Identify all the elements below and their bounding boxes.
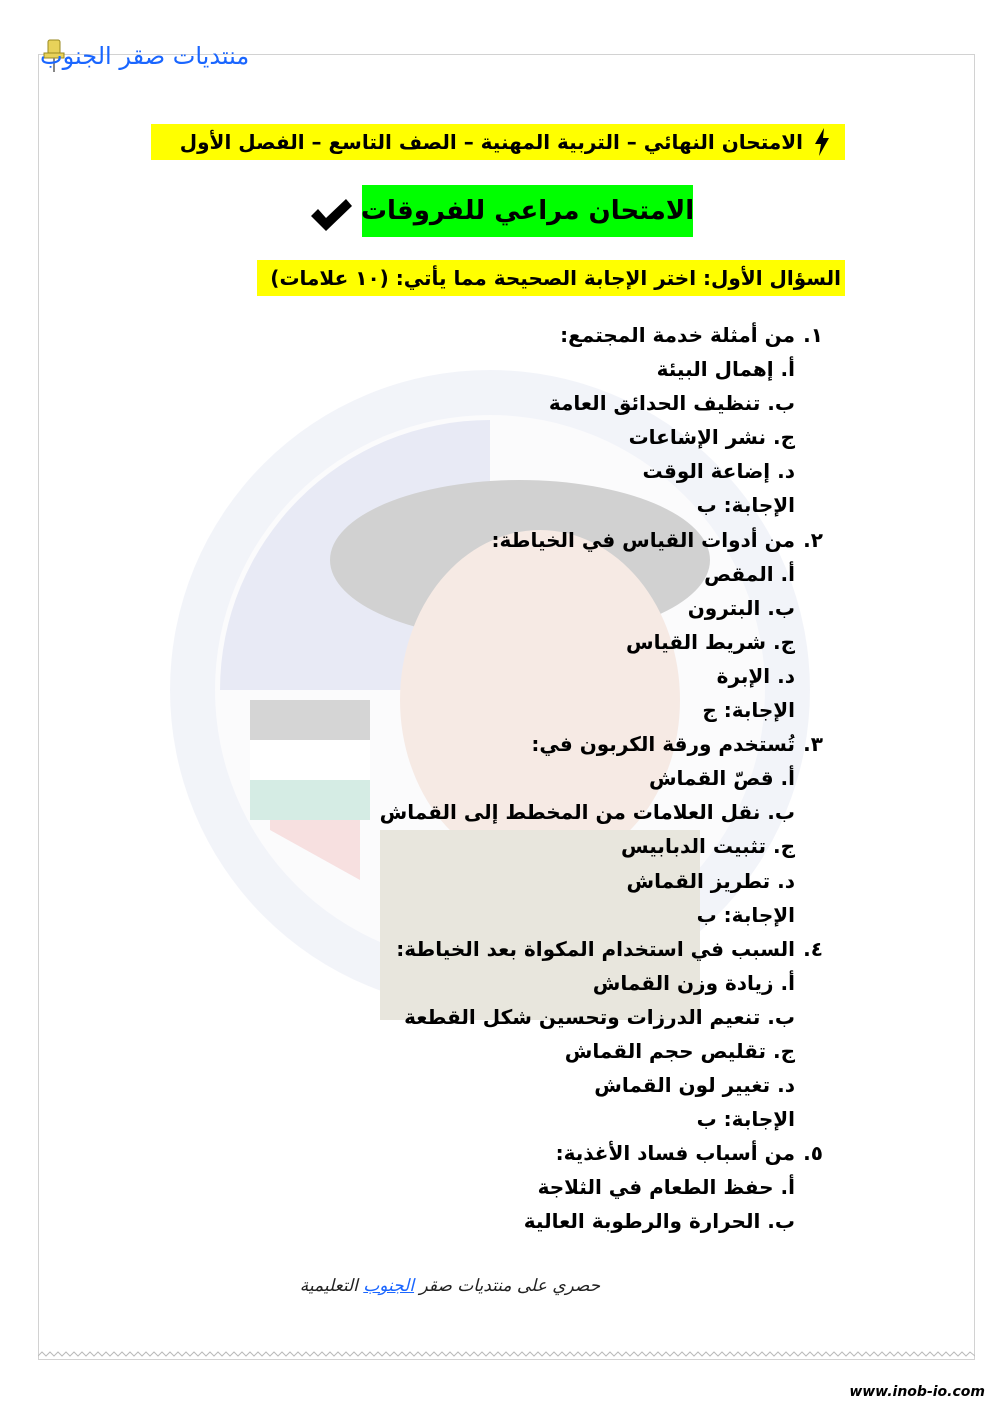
question-option: ب. نقل العلامات من المخطط إلى القماش	[379, 800, 795, 825]
question-answer: الإجابة: ب	[696, 1107, 795, 1132]
questions-list	[303, 318, 823, 1239]
footer-note-link[interactable]: الجنوب	[363, 1276, 415, 1296]
question-number: ٣.	[803, 732, 823, 757]
exam-title: الامتحان النهائي – التربية المهنية – الصف التاسع – الفصل الأول	[179, 130, 803, 154]
question-option: ج. شريط القياس	[625, 629, 795, 654]
question-text: من أسباب فساد الأغذية:	[555, 1141, 795, 1166]
question-option: أ. حفظ الطعام في الثلاجة	[537, 1175, 795, 1200]
forum-title[interactable]: منتديات صقر الجنوب	[40, 42, 250, 70]
question-number: ٥.	[803, 1141, 823, 1166]
question-answer: الإجابة: ج	[702, 698, 795, 723]
question-item	[303, 727, 823, 932]
question-option: د. الإبرة	[716, 663, 795, 688]
question-number: ١.	[803, 323, 823, 347]
question-option: ب. الحرارة والرطوبة العالية	[523, 1209, 795, 1234]
question-answer: الإجابة: ب	[696, 902, 795, 927]
footer-note-text: حصري على منتديات صقر	[414, 1276, 601, 1296]
question-item	[303, 523, 823, 728]
question-item	[303, 932, 823, 1137]
question-text: تُستخدم ورقة الكربون في:	[531, 732, 795, 757]
footer-note-text-end: التعليمية	[299, 1276, 364, 1296]
question-option: ج. تثبيت الدبابيس	[621, 834, 795, 859]
question-option: أ. قصّ القماش	[648, 766, 795, 791]
question-answer: الإجابة: ب	[696, 493, 795, 518]
question-text: السبب في استخدام المكواة بعد الخياطة:	[396, 936, 795, 961]
question-option: د. إضاعة الوقت	[642, 459, 795, 484]
question-text: من أمثلة خدمة المجتمع:	[560, 323, 795, 347]
question-option: أ. زيادة وزن القماش	[592, 970, 795, 995]
question-item	[303, 318, 823, 523]
footer-note	[250, 1276, 650, 1296]
question-number: ٤.	[803, 936, 823, 961]
question-option: ب. تنظيف الحدائق العامة	[548, 391, 795, 416]
question-option: أ. إهمال البيئة	[656, 357, 795, 382]
question-option: ب. البترون	[687, 595, 795, 620]
question-number: ٢.	[803, 527, 823, 552]
site-url[interactable]: www.inob-io.com	[849, 1384, 985, 1400]
question-text: من أدوات القياس في الخياطة:	[491, 527, 795, 552]
question-item	[303, 1136, 823, 1238]
question-option: ب. تنعيم الدرزات وتحسين شكل القطعة	[404, 1004, 795, 1029]
question-option: د. تغيير لون القماش	[594, 1073, 795, 1098]
question-option: د. تطريز القماش	[626, 868, 795, 893]
checkmark-icon	[308, 196, 354, 234]
lightning-icon	[813, 127, 831, 157]
question-option: أ. المقص	[704, 561, 795, 586]
exam-subtitle: الامتحان مراعي للفروقات	[362, 185, 693, 237]
exam-title-banner	[151, 124, 845, 160]
page-bottom-edge	[38, 1350, 975, 1362]
question-heading: السؤال الأول: اختر الإجابة الصحيحة مما يأتي: (١٠ علامات)	[257, 260, 845, 296]
question-option: ج. نشر الإشاعات	[628, 425, 795, 450]
question-option: ج. تقليص حجم القماش	[564, 1038, 795, 1063]
